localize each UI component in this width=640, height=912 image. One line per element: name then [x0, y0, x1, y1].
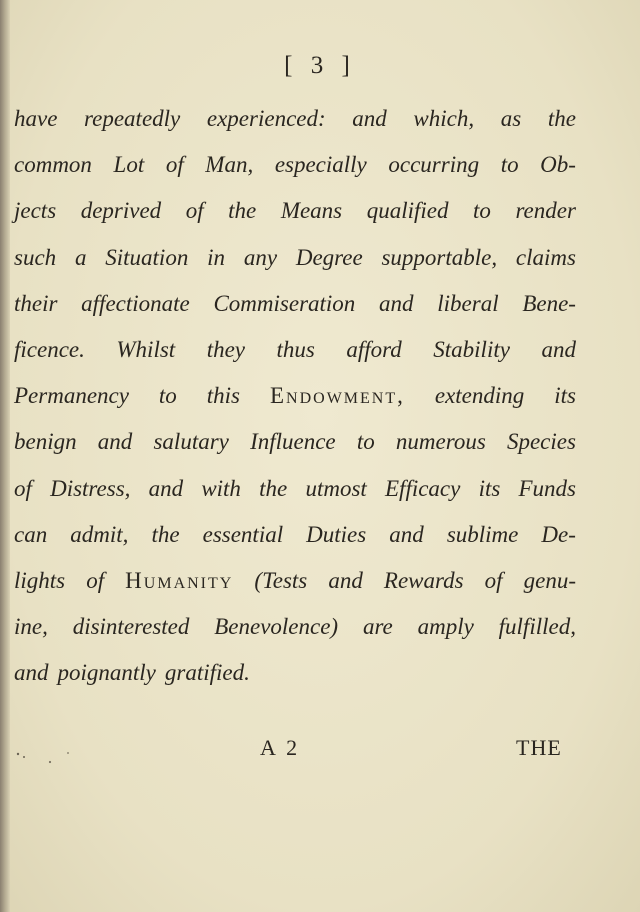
word: Distress, [50, 475, 131, 501]
catchword: THE [516, 735, 562, 760]
word: De- [541, 521, 576, 547]
page-gutter [0, 0, 10, 912]
word: and [97, 429, 133, 455]
word: extending [434, 383, 525, 409]
word: this [206, 383, 241, 409]
word: as [500, 106, 522, 131]
word: in [207, 244, 226, 270]
word: which, [413, 106, 475, 131]
word: they [206, 336, 245, 362]
word: and [541, 336, 576, 362]
word: ficence. [14, 336, 85, 362]
word: Efficacy [385, 475, 461, 501]
word: to [500, 152, 519, 178]
word: the [151, 521, 180, 547]
word: Duties [306, 521, 367, 547]
word: disinterested [72, 614, 190, 640]
word: common [14, 152, 92, 178]
word: genu- [523, 567, 576, 593]
text-line [14, 466, 576, 512]
word: gratified. [164, 660, 250, 686]
word: admit, [70, 521, 129, 547]
word: Species [506, 429, 576, 455]
word: and [389, 521, 424, 547]
word: supportable, [381, 244, 498, 270]
word: Whilst [116, 336, 176, 362]
word: its [478, 475, 501, 501]
text-line [14, 373, 576, 419]
word: and [352, 106, 387, 131]
word: sublime [446, 521, 519, 547]
word: and [148, 475, 184, 501]
word: Commiseration [213, 290, 356, 316]
word: qualified [366, 198, 449, 224]
word: thus [276, 336, 315, 362]
word: are [362, 614, 393, 640]
word: deprived [80, 198, 162, 224]
word: and [379, 290, 414, 316]
text-line [14, 142, 576, 188]
word: Permanency [14, 383, 129, 409]
word: especially [274, 152, 367, 178]
word: fulfilled, [498, 614, 576, 640]
text-line [14, 419, 576, 465]
word: jects [14, 198, 57, 224]
word: Man, [205, 152, 254, 178]
word: of [484, 567, 503, 593]
word: Lot [113, 152, 145, 178]
word: affectionate [81, 290, 190, 316]
word: to [473, 198, 491, 224]
word: the [547, 106, 576, 131]
word: Rewards [383, 567, 464, 593]
word: and [14, 660, 49, 686]
word: Situation [105, 244, 189, 270]
word: of [185, 198, 204, 224]
word: and [328, 567, 363, 593]
word: the [259, 475, 288, 501]
word: salutary [153, 429, 229, 455]
body-text [14, 96, 576, 696]
text-line [14, 235, 576, 281]
word: to [356, 429, 375, 455]
word: occurring [388, 152, 480, 178]
signature-mark: A 2 [260, 735, 301, 760]
word: numerous [395, 429, 486, 455]
word: Degree [295, 244, 363, 270]
word: of [14, 475, 32, 501]
word: have [14, 106, 58, 131]
text-line [14, 281, 576, 327]
word: the [228, 198, 257, 224]
word: of [86, 567, 105, 593]
word: experienced: [206, 106, 326, 131]
text-line [14, 96, 576, 142]
word: their [14, 290, 58, 316]
word: its [554, 383, 576, 409]
word: amply [417, 614, 474, 640]
word: (Tests [254, 567, 308, 593]
word: Influence [250, 429, 336, 455]
word: afford [346, 336, 402, 362]
word: claims [515, 244, 576, 270]
text-line [14, 558, 576, 604]
word: utmost [305, 475, 367, 501]
word: with [201, 475, 241, 501]
word: Bene- [522, 290, 576, 316]
word: Funds [518, 475, 576, 501]
text-line [14, 512, 576, 558]
text-line [14, 188, 576, 234]
word: a [74, 244, 87, 270]
word: poignantly [57, 660, 156, 686]
word: Ob- [540, 152, 576, 178]
word: such [14, 244, 57, 270]
word: any [243, 244, 278, 270]
text-line [14, 650, 576, 696]
word: to [158, 383, 177, 409]
word: lights [14, 567, 66, 593]
word: Endowment, [269, 383, 405, 409]
word: Means [280, 198, 343, 224]
word: essential [202, 521, 284, 547]
page-number: [ 3 ] [284, 52, 356, 79]
word: repeatedly [84, 106, 181, 131]
word: of [165, 152, 184, 178]
ink-specks [14, 748, 74, 768]
word: ine, [14, 614, 48, 640]
text-line [14, 327, 576, 373]
text-line [14, 604, 576, 650]
word: benign [14, 429, 77, 455]
word: Humanity [125, 567, 234, 593]
word: Benevolence) [214, 614, 339, 640]
word: liberal [437, 290, 499, 316]
word: can [14, 521, 48, 547]
word: Stability [433, 336, 510, 362]
word: render [515, 198, 576, 224]
